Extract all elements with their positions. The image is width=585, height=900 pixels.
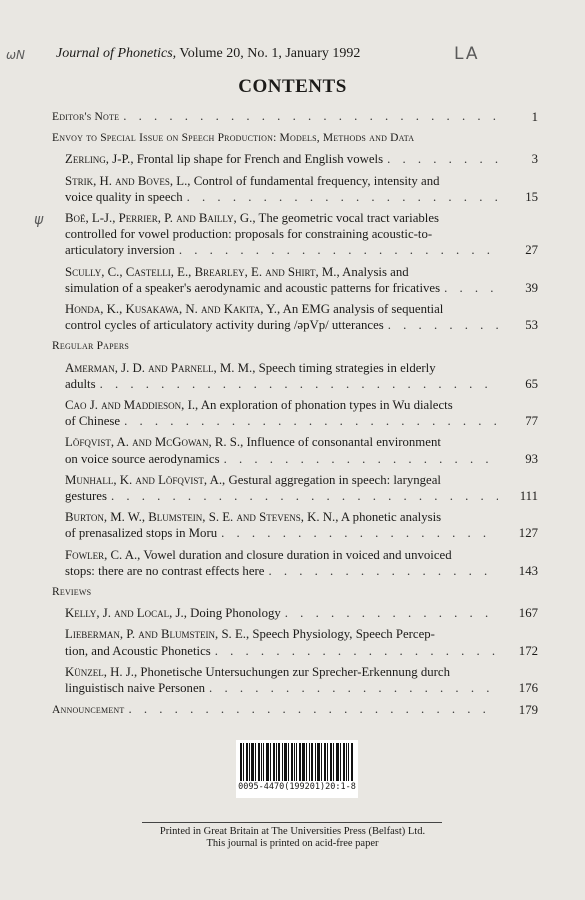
entry-title: The geometric vocal tract variables	[255, 211, 440, 226]
entry-title-continued: gestures	[65, 489, 107, 504]
handwritten-check-mark: ψ	[34, 212, 44, 228]
page-number: 53	[525, 318, 538, 333]
page-number: 39	[525, 280, 538, 295]
toc-entry[interactable]	[65, 173, 538, 205]
page-number: 77	[525, 414, 538, 429]
leader-dots	[268, 563, 498, 579]
page-number: 179	[518, 703, 538, 718]
entry-title-continued: of Chinese	[65, 414, 121, 429]
toc-entry[interactable]	[65, 434, 538, 466]
entry-title-continued: control cycles of articulatory activity during /əpVp/ utterances	[65, 318, 384, 333]
entry-authors: Fowler, C. A.,	[65, 547, 141, 562]
handwritten-note-right: LA	[454, 44, 480, 64]
entry-title: Control of fundamental frequency, intensity and	[190, 173, 440, 188]
leader-dots	[387, 151, 498, 167]
entry-title: Speech Physiology, Speech Percep-	[249, 627, 435, 642]
entry-title-continued: on voice source aerodynamics	[65, 451, 220, 466]
toc-entry-announcement[interactable]	[52, 701, 538, 718]
entry-title-continued: voice quality in speech	[65, 189, 183, 204]
entry-title: An EMG analysis of sequential	[280, 302, 444, 317]
leader-dots	[123, 108, 498, 124]
leader-dots	[111, 488, 498, 504]
entry-authors: Strik, H. and Boves, L.,	[65, 173, 191, 188]
page-number: 3	[531, 152, 538, 167]
toc-entry[interactable]	[65, 301, 538, 333]
leader-dots	[187, 189, 498, 205]
entry-title-continued: simulation of a speaker's aerodynamic and acoustic patterns for fricatives	[65, 280, 441, 295]
announcement-label: Announcement	[52, 704, 125, 717]
section-heading-reviews: Reviews	[52, 586, 92, 599]
barcode-bars	[240, 743, 354, 781]
entry-authors: Honda, K., Kusakawa, N. and Kakita, Y.,	[65, 302, 281, 317]
leader-dots	[100, 376, 498, 392]
leader-dots	[224, 451, 498, 467]
entry-authors: Burton, M. W., Blumstein, S. E. and Stevens, K. N.,	[65, 510, 339, 525]
journal-header	[56, 46, 360, 62]
entry-title: Speech timing strategies in elderly	[255, 360, 436, 375]
leader-dots	[124, 413, 498, 429]
page-number: 176	[518, 681, 538, 696]
leader-dots	[388, 317, 498, 333]
page-number: 111	[519, 489, 538, 504]
footer-line-1: Printed in Great Britain at The Universities Press (Belfast) Ltd.	[159, 826, 426, 837]
page-number: 65	[525, 376, 538, 391]
toc-entry[interactable]	[65, 547, 538, 579]
toc-entry[interactable]	[65, 509, 538, 541]
toc-entry[interactable]	[65, 210, 538, 259]
barcode	[236, 740, 358, 798]
entry-title-continued: articulatory inversion	[65, 243, 175, 258]
entry-title-continued: linguistisch naive Personen	[65, 681, 206, 696]
printer-footer	[0, 826, 585, 850]
entry-title: A phonetic analysis	[338, 510, 442, 525]
leader-dots	[221, 525, 498, 541]
page-number: 172	[518, 643, 538, 658]
entry-title: An exploration of phonation types in Wu dialects	[198, 398, 453, 413]
entry-authors: Boë, L-J., Perrier, P. and Bailly, G.,	[65, 211, 256, 226]
page-number: 1	[531, 110, 538, 124]
leader-dots	[209, 680, 498, 696]
journal-name: Journal of Phonetics,	[56, 46, 177, 61]
page-number: 15	[525, 189, 538, 204]
entry-title-continued: controlled for vowel production: proposals for constraining acoustic-to-	[65, 227, 433, 242]
page-number: 127	[518, 526, 538, 541]
handwritten-note-left: ωΝ	[6, 48, 26, 62]
entry-title: Doing Phonology	[186, 606, 281, 621]
section-heading-regular-papers: Regular Papers	[52, 340, 130, 353]
entry-authors: Künzel, H. J.,	[65, 664, 138, 679]
entry-authors: Kelly, J. and Local, J.,	[65, 606, 187, 621]
toc-entry[interactable]	[65, 664, 538, 696]
page-number: 27	[525, 243, 538, 258]
entry-title-continued: stops: there are no contrast effects here	[65, 563, 265, 578]
entry-authors: Cao J. and Maddieson, I.,	[65, 398, 199, 413]
entry-authors: Lieberman, P. and Blumstein, S. E.,	[65, 627, 250, 642]
entry-title: Analysis and	[339, 264, 409, 279]
toc-entry[interactable]	[65, 605, 538, 621]
leader-dots	[444, 280, 498, 296]
toc-entry[interactable]	[65, 360, 538, 392]
leader-dots	[128, 701, 498, 717]
entry-title-continued: adults	[65, 376, 96, 391]
page-number: 143	[518, 563, 538, 578]
toc-entry[interactable]	[65, 151, 538, 167]
page-number: 93	[525, 451, 538, 466]
editors-note-label: Editor's Note	[52, 111, 120, 123]
entry-title: Gestural aggregation in speech: laryngeal	[225, 472, 441, 487]
entry-title: Influence of consonantal environment	[243, 435, 441, 450]
toc-entry[interactable]	[65, 397, 538, 429]
footer-line-2: This journal is printed on acid-free paper	[206, 838, 379, 849]
journal-issue: Volume 20, No. 1, January 1992	[176, 46, 361, 61]
page-number: 167	[518, 606, 538, 621]
entry-title-continued: of prenasalized stops in Moru	[65, 526, 218, 541]
entry-authors: Amerman, J. D. and Parnell, M. M.,	[65, 360, 256, 375]
footer-divider	[142, 822, 442, 823]
barcode-number: 0095-4470(199201)20:1-8	[238, 782, 356, 792]
toc-entry[interactable]	[65, 472, 538, 504]
contents-title: CONTENTS	[238, 76, 347, 97]
entry-authors: Zerling, J-P.,	[65, 152, 134, 167]
toc-entry-editors-note[interactable]	[52, 108, 538, 125]
leader-dots	[215, 643, 498, 659]
section-heading-envoy: Envoy to Special Issue on Speech Production: Models, Methods and Data	[52, 132, 415, 145]
entry-title: Phonetische Untersuchungen zur Sprecher-Erkennung durch	[137, 664, 450, 679]
leader-dots	[285, 605, 498, 621]
entry-authors: Löfqvist, A. and McGowan, R. S.,	[65, 435, 244, 450]
toc-entry[interactable]	[65, 264, 538, 296]
entry-authors: Scully, C., Castelli, E., Brearley, E. and Shirt, M.,	[65, 264, 340, 279]
leader-dots	[179, 242, 498, 258]
entry-title: Frontal lip shape for French and English vowels	[133, 152, 384, 167]
toc-entry[interactable]	[65, 626, 538, 658]
entry-title: Vowel duration and closure duration in voiced and unvoiced	[140, 547, 452, 562]
entry-title-continued: tion, and Acoustic Phonetics	[65, 643, 211, 658]
entry-authors: Munhall, K. and Löfqvist, A.,	[65, 472, 226, 487]
table-of-contents	[52, 103, 538, 719]
